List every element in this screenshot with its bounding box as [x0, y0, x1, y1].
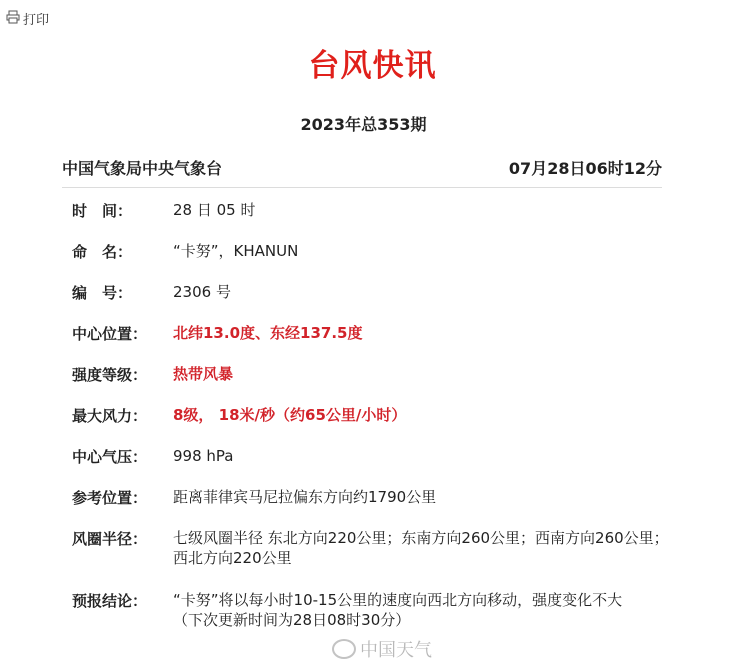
field-label: 时 间：	[72, 202, 133, 220]
field-label: 风圈半径：	[72, 530, 148, 548]
next-update-note: （下次更新时间为28日08时30分）	[173, 611, 411, 629]
field-max-wind	[72, 405, 672, 426]
field-pressure	[72, 446, 672, 467]
field-value: 998 hPa	[173, 447, 234, 465]
page-title: 台风快讯	[308, 48, 437, 84]
field-value: 8级， 18米/秒（约65公里/小时）	[173, 406, 407, 424]
field-time	[72, 200, 672, 221]
weibo-logo-icon	[332, 639, 356, 659]
field-value: 七级风圈半径 东北方向220公里；东南方向260公里；西南方向260公里；西北方向220公里	[173, 529, 669, 567]
watermark-text: 中国天气	[360, 640, 432, 661]
field-label: 预报结论：	[72, 592, 148, 610]
print-label: 打印	[23, 13, 50, 28]
field-label: 中心气压：	[72, 448, 148, 466]
field-value	[173, 590, 672, 630]
issue-number: 2023年总353期	[300, 115, 427, 134]
field-reference	[72, 487, 672, 508]
print-link[interactable]	[6, 9, 49, 28]
watermark	[332, 636, 432, 662]
field-value: “卡努”，KHANUN	[173, 242, 299, 260]
agency-name: 中国气象局中央气象台	[62, 159, 223, 178]
field-label: 编 号：	[72, 284, 133, 302]
field-value: 距离菲律宾马尼拉偏东方向约1790公里	[173, 488, 437, 506]
field-value: 热带风暴	[173, 365, 234, 383]
field-number	[72, 282, 672, 303]
field-value: 北纬13.0度、东经137.5度	[173, 324, 363, 342]
forecast-text: “卡努”将以每小时10-15公里的速度向西北方向移动，强度变化不大	[173, 591, 623, 609]
field-value: 2306 号	[173, 283, 231, 301]
field-value: 28 日 05 时	[173, 201, 256, 219]
field-label: 中心位置：	[72, 325, 148, 343]
field-label: 强度等级：	[72, 366, 148, 384]
printer-icon	[6, 10, 20, 28]
field-intensity	[72, 364, 672, 385]
publish-time: 07月28日06时12分	[508, 159, 662, 178]
field-name	[72, 241, 672, 262]
header-row	[62, 156, 662, 188]
field-wind-radius	[72, 528, 672, 568]
field-label: 参考位置：	[72, 489, 148, 507]
field-label: 命 名：	[72, 243, 133, 261]
field-forecast	[72, 590, 672, 630]
field-label: 最大风力：	[72, 407, 148, 425]
field-center	[72, 323, 672, 344]
